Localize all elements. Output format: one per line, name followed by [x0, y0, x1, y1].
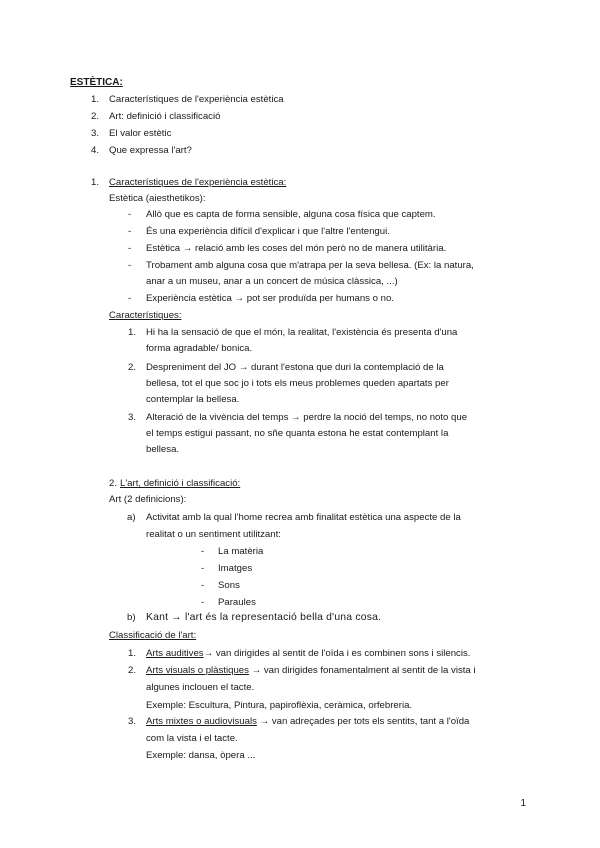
material-dash: - [201, 580, 205, 591]
list-text [146, 648, 470, 660]
list-text: Hi ha la sensació de que el món, la realitat, l'existència és presenta d'una [146, 327, 458, 338]
toc-item: Característiques de l'experiència estètica [109, 94, 284, 105]
definition-text: Activitat amb la qual l'home recrea amb finalitat estètica una aspecte de la [146, 512, 461, 523]
list-number: 1. [128, 327, 137, 338]
list-text: algunes inclouen el tacte. [146, 682, 255, 693]
list-number: 3. [128, 716, 137, 727]
bullet-text: Allò que es capta de forma sensible, alguna cosa física que captem. [146, 209, 436, 220]
bullet-dash: - [128, 293, 132, 304]
list-number: 2. [128, 362, 137, 373]
list-text: Despreniment del JO → durant l'estona que duri la contemplació de la [146, 362, 444, 373]
section-heading: L'art, definició i classificació: [120, 478, 241, 489]
bullet-text: anar a un museu, anar a un concert de música clàssica, ...) [146, 276, 398, 287]
list-text: bellesa, tot el que soc jo i tots els meus problemes queden apartats per [146, 378, 449, 389]
art-type-name: Arts auditives [146, 648, 204, 659]
bullet-dash: - [128, 226, 132, 237]
art-type-description: → van dirigides fonamentalment al sentit de la vista i [248, 665, 476, 676]
material-item: Sons [218, 580, 240, 591]
list-number: 1. [128, 648, 137, 659]
bullet-text: És una experiència difícil d'explicar i que l'altre l'entengui. [146, 226, 390, 237]
bullet-dash: - [128, 209, 132, 220]
example-text: Exemple: dansa, òpera ... [146, 750, 256, 761]
toc-item: Art: definició i classificació [109, 111, 221, 122]
bullet-text: Experiència estètica → pot ser produïda per humans o no. [146, 293, 394, 304]
list-text: bellesa. [146, 444, 180, 455]
list-text: com la vista i el tacte. [146, 733, 238, 744]
list-number: 3. [128, 412, 137, 423]
section-number: 1. [91, 177, 100, 188]
material-dash: - [201, 563, 205, 574]
list-number: 2. [128, 665, 137, 676]
definition-label: a) [127, 512, 136, 523]
toc-number: 4. [91, 145, 100, 156]
list-text [146, 665, 476, 677]
bullet-dash: - [128, 243, 132, 254]
material-item: Imatges [218, 563, 253, 574]
section-intro: Art (2 definicions): [109, 494, 187, 505]
bullet-dash: - [128, 260, 132, 271]
material-dash: - [201, 597, 205, 608]
material-item: La matèria [218, 546, 264, 557]
section-heading: Característiques de l'experiència estètica: [109, 177, 287, 188]
document-title: ESTÈTICA: [70, 77, 123, 88]
subsection-heading: Classificació de l'art: [109, 630, 197, 641]
section-number: 2. [109, 478, 118, 489]
list-text: forma agradable/ bonica. [146, 343, 253, 354]
list-text: contemplar la bellesa. [146, 394, 240, 405]
toc-number: 2. [91, 111, 100, 122]
material-item: Paraules [218, 597, 256, 608]
art-type-description: → van dirigides al sentit de l'oïda i es combinen sons i silencis. [203, 648, 471, 659]
toc-item: Que expressa l'art? [109, 145, 192, 156]
definition-label: b) [127, 612, 136, 623]
subsection-heading: Característiques: [109, 310, 182, 321]
art-type-name: Arts mixtes o audiovisuals [146, 716, 257, 727]
material-dash: - [201, 546, 205, 557]
bullet-text: Estètica → relació amb les coses del món però no de manera utilitària. [146, 243, 447, 254]
section-intro: Estètica (aiesthetikos): [109, 193, 206, 204]
toc-item: El valor estètic [109, 128, 172, 139]
list-text [146, 716, 469, 728]
list-text: Alteració de la vivència del temps → perdre la noció del temps, no noto que [146, 412, 468, 423]
page-number: 1 [520, 798, 526, 809]
toc-number: 1. [91, 94, 100, 105]
bullet-text: Trobament amb alguna cosa que m'atrapa per la seva bellesa. (Ex: la natura, [146, 260, 474, 271]
art-type-description: → van adreçades per tots els sentits, tant a l'oïda [256, 716, 470, 727]
toc-number: 3. [91, 128, 100, 139]
example-text: Exemple: Escultura, Pintura, papiroflèxia, ceràmica, orfebreria. [146, 700, 413, 711]
definition-text: Kant → l'art és la representació bella d'una cosa. [146, 612, 382, 623]
definition-text: realitat o un sentiment utilitzant: [146, 529, 281, 540]
art-type-name: Arts visuals o plàstiques [146, 665, 249, 676]
list-text: el temps estigui passant, no sñe quanta estona he estat contemplant la [146, 428, 449, 439]
